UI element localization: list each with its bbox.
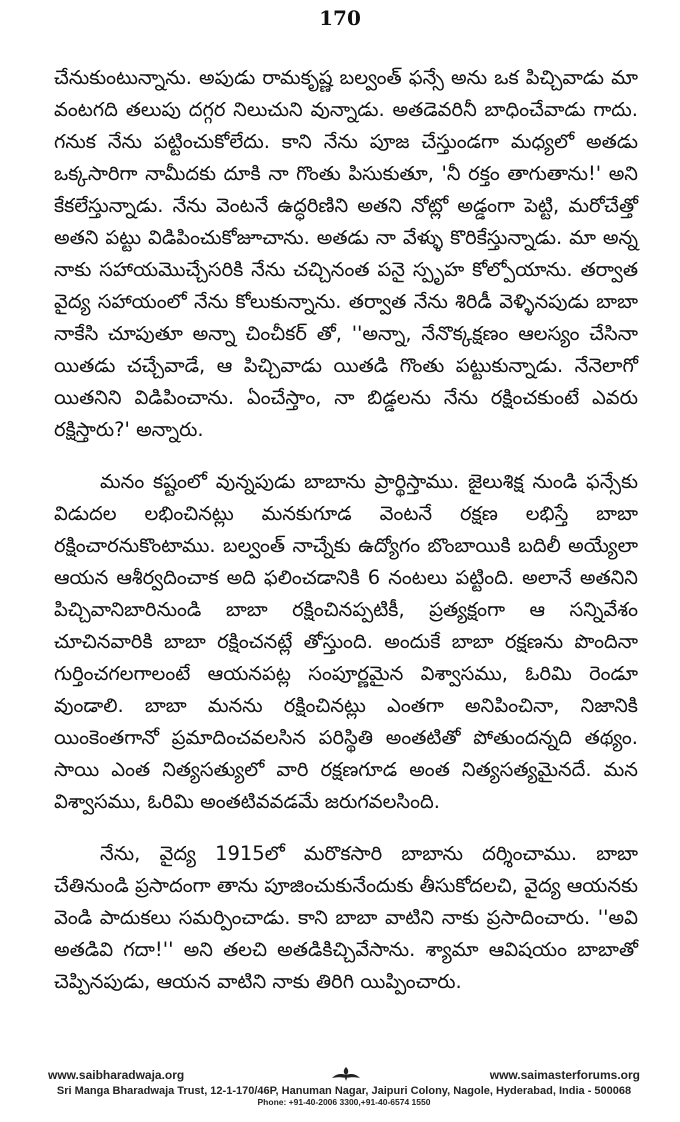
website-link-right[interactable]: www.saimasterforums.org	[489, 1068, 640, 1082]
paragraph-2: మనం కష్టంలో వున్నపుడు బాబాను ప్రార్థిస్తాము. జైలుశిక్ష నుండి ఫన్సేకు విడుదల లభించినట్లు మనకుగూడ వెంటనే రక్షణ లభిస్తే బాబా రక్షించారనుకొంటాము. బల్వంత్ నాచ్నేకు ఉద్యోగం బొంబాయికి బదిలీ అయ్యేలా ఆయన ఆశీర్వదించాక అది ఫలించడానికి 6 నంటలు పట్టింది. అలానే అతనిని పిచ్చివానిబారినుండి బాబా రక్షించినప్పటికీ, ప్రత్యక్షంగా ఆ సన్నివేశం చూచినవారికి బాబా రక్షించనట్లే తోస్తుంది. అందుకే బాబా రక్షణను పొందినా గుర్తించగలగాలంటే ఆయనపట్ల సంపూర్ణమైన విశ్వాసము, ఓరిమి రెండూ వుండాలి. బాబా మనను రక్షించినట్లు ఎంతగా అనిపించినా, నిజానికి యింకెంతగానో ప్రమాదించవలసిన పరిస్థితి అంతటితో పోతుందన్నది తథ్యం. సాయి ఎంత నిత్యసత్యులో వారి రక్షణగూడ అంత నిత్యసత్యమైనదే. మన విశ్వాసము, ఓరిమి అంతటివవడమే జరుగవలసింది.	[54, 470, 638, 813]
paragraph-1: చేనుకుంటున్నాను. అపుడు రామకృష్ణ బల్వంత్ ఫన్సే అను ఒక పిచ్చివాడు మా వంటగది తలుపు దగ్గర నిలుచుని వున్నాడు. అతడెవరినీ బాధించేవాడు గాదు. గనుక నేను పట్టించుకోలేదు. కాని నేను పూజ చేస్తుండగా మధ్యలో అతడు ఒక్కసారిగా నామీదకు దూకి నా గొంతు పిసుకుతూ, 'నీ రక్తం తాగుతాను!' అని కేకలేస్తున్నాడు. నేను వెంటనే ఉద్ధరిణిని అతని నోట్లో అడ్డంగా పెట్టి, మరోచేత్తో అతని పట్టు విడిపించుకోజూచాను. అతడు నా వేళ్ళు కొరికేస్తున్నాడు. మా అన్న నాకు సహాయమొచ్చేసరికి నేను చచ్చినంత పనై స్పృహ కోల్పోయాను. తర్వాత వైద్య సహాయంలో నేను కోలుకున్నాను. తర్వాత నేను శిరిడీ వెళ్ళినపుడు బాబా నాకేసి చూపుతూ అన్నా చించీకర్ తో, ''అన్నా, నేనొక్కక్షణం ఆలస్యం చేసినా యితడు చచ్చేవాడే, ఆ పిచ్చివాడు యితడి గొంతు పట్టుకున్నాడు. నేనెలాగో యితనిని విడిపించాను. ఏంచేస్తాం, నా బిడ్డలను నేను రక్షించకుంటే ఎవరు రక్షిస్తారు?' అన్నారు.	[54, 66, 638, 441]
footer-top-row	[48, 1068, 640, 1084]
publisher-phone: Phone: +91-40-2006 3300,+91-40-6574 1550	[257, 1097, 431, 1107]
page-number: 170	[319, 6, 361, 30]
publisher-address: Sri Manga Bharadwaja Trust, 12-1-170/46P, Hanuman Nagar, Jaipuri Colony, Nagole, Hyderabad, India - 500068	[56, 1085, 632, 1097]
paragraph-3: నేను, వైద్య 1915లో మరొకసారి బాబాను దర్శించాము. బాబా చేతినుండి ప్రసాదంగా తాను పూజించుకునేందుకు తీసుకోదలచి, వైద్య ఆయనకు వెండి పాదుకలు సమర్పించాడు. కాని బాబా వాటిని నాకు ప్రసాదించారు. ''అవి అతడివి గదా!'' అని తలచి అతడికిచ్చివేసాను. శ్యామా ఆవిషయం బాబాతో చెప్పినపుడు, ఆయన వాటిని నాకు తిరిగి యిప్పించారు.	[54, 842, 638, 993]
floral-ornament-icon	[328, 1066, 364, 1082]
website-link-left[interactable]: www.saibharadwaja.org	[48, 1068, 185, 1082]
page-footer	[48, 1068, 640, 1107]
body-text	[54, 62, 638, 998]
